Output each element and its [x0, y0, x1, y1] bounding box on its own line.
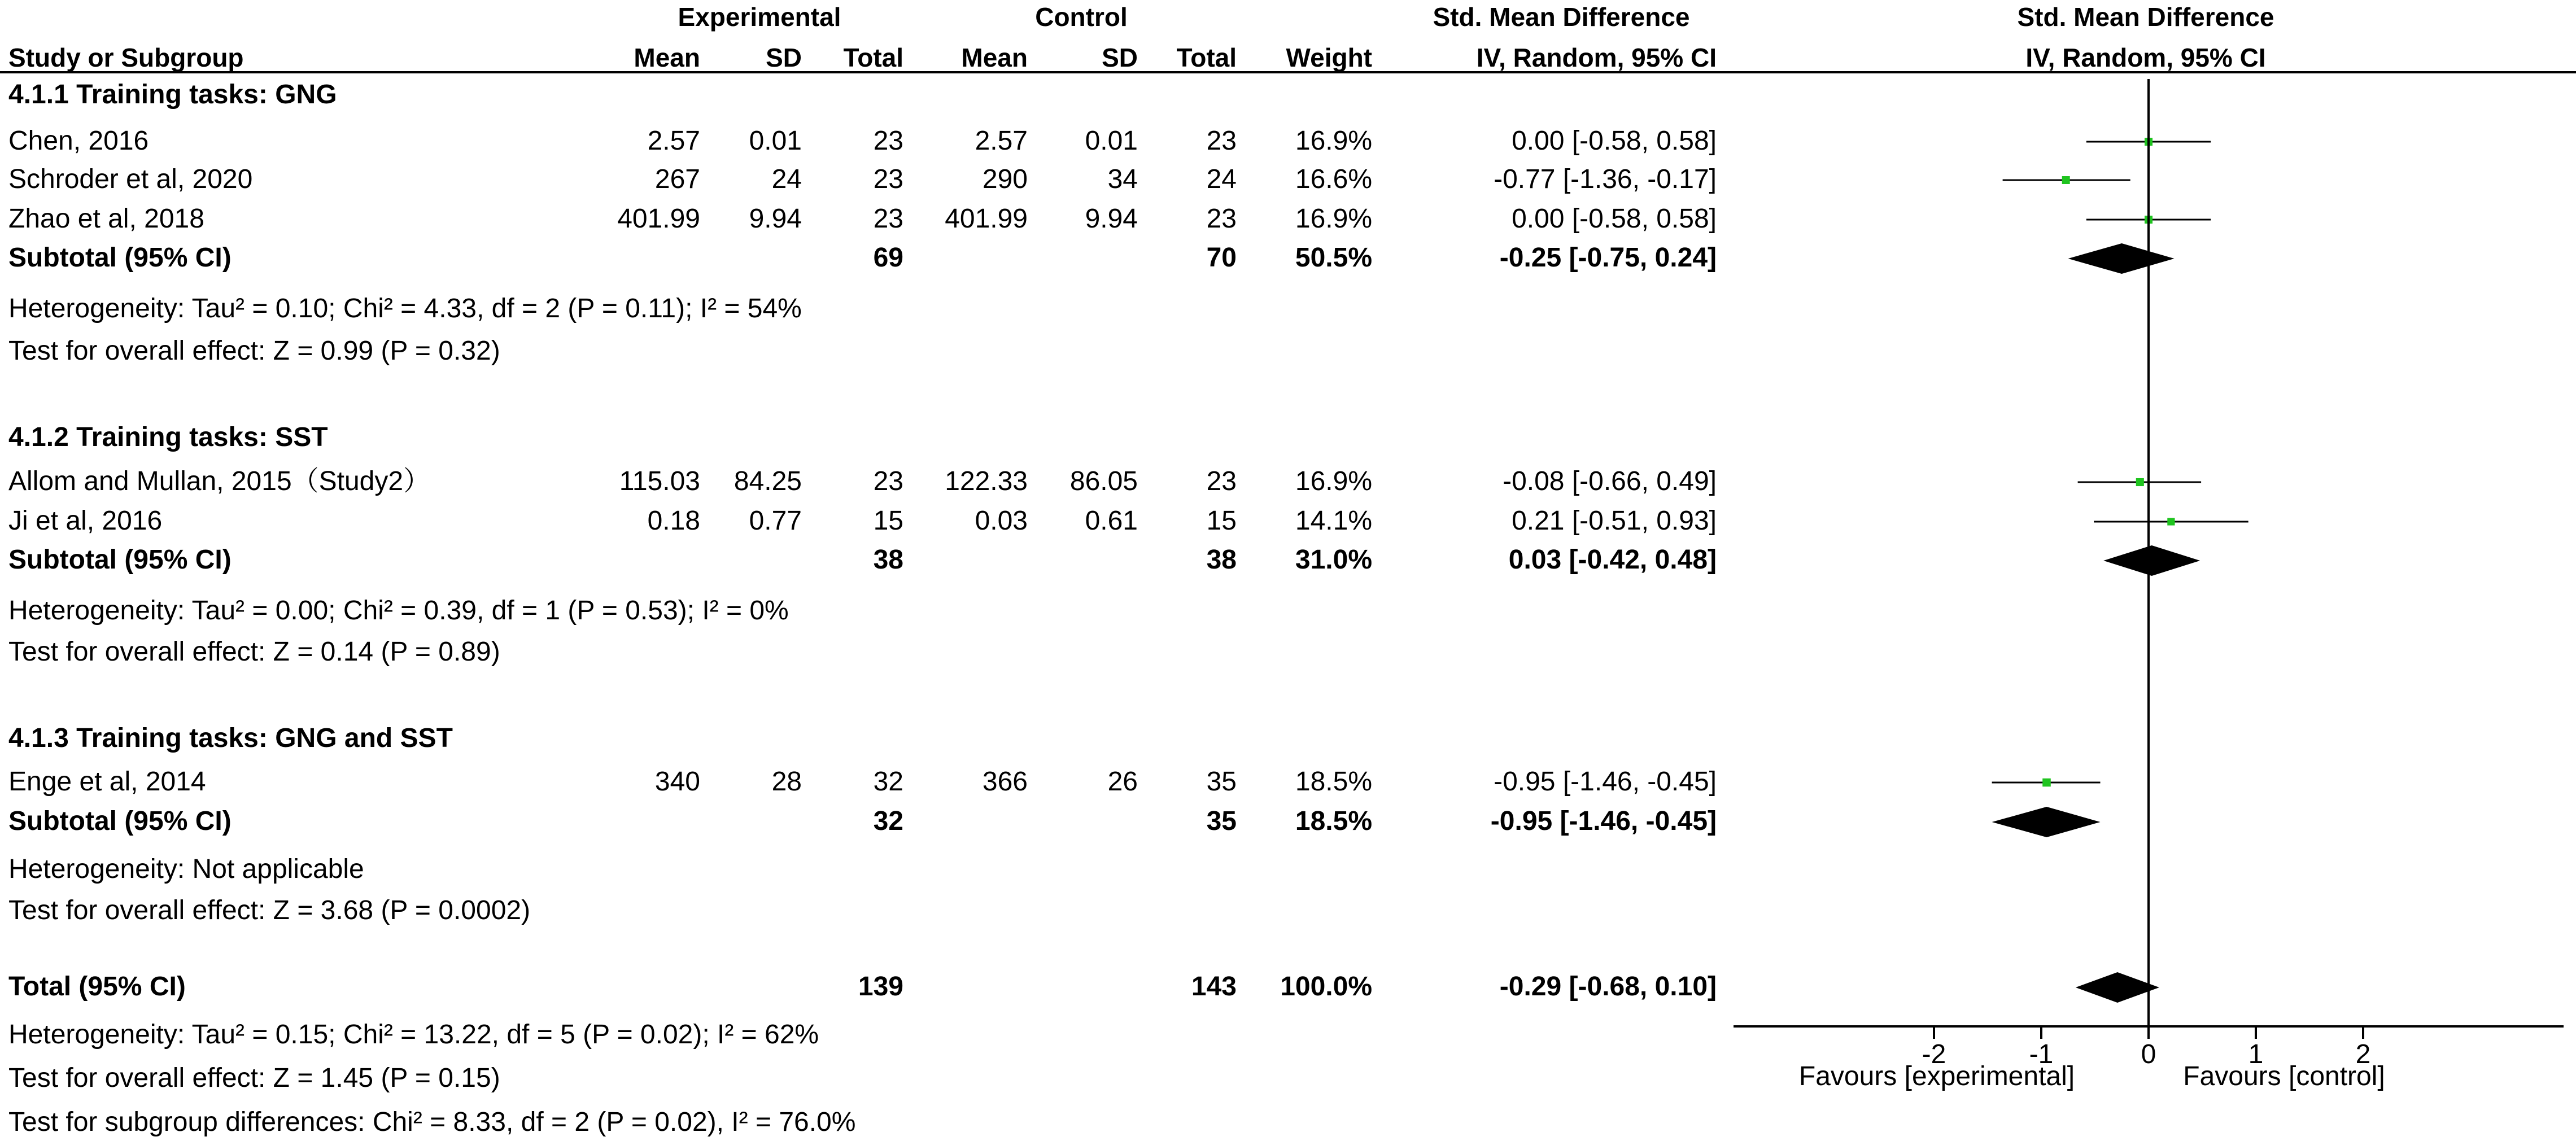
ctl-sd-cell: 9.94 — [1085, 204, 1138, 234]
point-estimate-4 — [2136, 478, 2144, 486]
smd-title-left: Std. Mean Difference — [1433, 2, 1690, 32]
ci-cell: -0.95 [-1.46, -0.45] — [1494, 767, 1717, 797]
subtotal-exp-total: 32 — [873, 806, 903, 836]
group-experimental-label: Experimental — [678, 2, 841, 32]
subtotal-diamond-3 — [1992, 807, 2101, 837]
exp-total-cell: 23 — [873, 126, 903, 156]
exp-total-cell: 15 — [873, 506, 903, 536]
group-control-label: Control — [1035, 2, 1128, 32]
col-exp-mean-header: Mean — [634, 43, 700, 72]
ctl-sd-cell: 0.61 — [1085, 506, 1138, 536]
ci-cell: 0.21 [-0.51, 0.93] — [1512, 506, 1717, 536]
subtotal-weight: 18.5% — [1295, 806, 1372, 836]
total-exp-total: 139 — [858, 972, 903, 1002]
study-name: Zhao et al, 2018 — [8, 204, 204, 234]
x-tick-label: 2 — [2355, 1039, 2371, 1069]
subgroup-title-3: 4.1.3 Training tasks: GNG and SST — [8, 723, 453, 753]
weight-cell: 16.9% — [1295, 126, 1372, 156]
ctl-sd-cell: 26 — [1107, 767, 1138, 797]
overall-effect-text: Test for overall effect: Z = 0.14 (P = 0.89) — [8, 637, 500, 667]
total-ctl-total: 143 — [1191, 972, 1237, 1002]
ci-cell: -0.77 [-1.36, -0.17] — [1494, 164, 1717, 194]
exp-mean-cell: 267 — [654, 164, 700, 194]
ctl-total-cell: 23 — [1206, 126, 1237, 156]
subtotal-diamond-1 — [2068, 243, 2175, 274]
subtotal-diamond-2 — [2103, 545, 2200, 576]
study-name: Allom and Mullan, 2015（Study2） — [8, 466, 431, 496]
ctl-mean-cell: 2.57 — [975, 126, 1028, 156]
table-body — [8, 80, 1717, 1137]
total-label: Total (95% CI) — [8, 972, 186, 1002]
heterogeneity-text: Heterogeneity: Not applicable — [8, 854, 364, 884]
weight-cell: 16.6% — [1295, 164, 1372, 194]
exp-mean-cell: 0.18 — [647, 506, 700, 536]
ctl-sd-cell: 0.01 — [1085, 126, 1138, 156]
exp-total-cell: 23 — [873, 466, 903, 496]
ci-cell: 0.00 [-0.58, 0.58] — [1512, 126, 1717, 156]
subtotal-exp-total: 38 — [873, 545, 903, 575]
x-tick-label: 0 — [2141, 1039, 2156, 1069]
exp-sd-cell: 0.77 — [749, 506, 802, 536]
ctl-sd-cell: 34 — [1107, 164, 1138, 194]
total-weight: 100.0% — [1280, 972, 1372, 1002]
weight-cell: 18.5% — [1295, 767, 1372, 797]
exp-sd-cell: 84.25 — [733, 466, 802, 496]
col-exp-total-header: Total — [843, 43, 903, 72]
col-ctl-sd-header: SD — [1102, 43, 1138, 72]
exp-mean-cell: 2.57 — [647, 126, 700, 156]
subgroup-title-1: 4.1.1 Training tasks: GNG — [8, 80, 337, 110]
subtotal-ci: -0.95 [-1.46, -0.45] — [1490, 806, 1717, 836]
ctl-total-cell: 24 — [1206, 164, 1237, 194]
weight-cell: 14.1% — [1295, 506, 1372, 536]
heterogeneity-text: Heterogeneity: Tau² = 0.10; Chi² = 4.33, df = 2 (P = 0.11); I² = 54% — [8, 294, 802, 323]
table-header — [0, 2, 2576, 72]
x-tick-label: 1 — [2248, 1039, 2264, 1069]
point-estimate-5 — [2167, 518, 2175, 525]
study-name: Ji et al, 2016 — [8, 506, 163, 536]
col-ctl-mean-header: Mean — [961, 43, 1028, 72]
x-tick-label: -2 — [1922, 1039, 1946, 1069]
exp-mean-cell: 340 — [654, 767, 700, 797]
subtotal-ci: -0.25 [-0.75, 0.24] — [1499, 243, 1717, 273]
col-method-right-header: IV, Random, 95% CI — [2025, 43, 2266, 72]
col-ctl-total-header: Total — [1176, 43, 1237, 72]
study-name: Chen, 2016 — [8, 126, 149, 156]
point-estimate-2 — [2062, 176, 2070, 184]
ctl-mean-cell: 0.03 — [975, 506, 1028, 536]
subtotal-label: Subtotal (95% CI) — [8, 243, 232, 273]
exp-sd-cell: 0.01 — [749, 126, 802, 156]
subgroup-title-2: 4.1.2 Training tasks: SST — [8, 422, 328, 452]
ci-cell: 0.00 [-0.58, 0.58] — [1512, 204, 1717, 234]
exp-total-cell: 32 — [873, 767, 903, 797]
exp-total-cell: 23 — [873, 204, 903, 234]
exp-sd-cell: 24 — [771, 164, 802, 194]
subtotal-weight: 31.0% — [1295, 545, 1372, 575]
study-name: Enge et al, 2014 — [8, 767, 206, 797]
point-estimate-6 — [2042, 779, 2051, 787]
footer-line-1: Heterogeneity: Tau² = 0.15; Chi² = 13.22, df = 5 (P = 0.02); I² = 62% — [8, 1020, 819, 1050]
ctl-total-cell: 23 — [1206, 204, 1237, 234]
subtotal-label: Subtotal (95% CI) — [8, 545, 232, 575]
ctl-mean-cell: 122.33 — [945, 466, 1028, 496]
ctl-sd-cell: 86.05 — [1069, 466, 1138, 496]
ctl-mean-cell: 366 — [982, 767, 1028, 797]
subtotal-ci: 0.03 [-0.42, 0.48] — [1508, 545, 1717, 575]
favours-control-label: Favours [control] — [2183, 1061, 2385, 1091]
weight-cell: 16.9% — [1295, 204, 1372, 234]
footer-line-3: Test for subgroup differences: Chi² = 8.33, df = 2 (P = 0.02), I² = 76.0% — [8, 1107, 856, 1137]
exp-sd-cell: 9.94 — [749, 204, 802, 234]
ctl-total-cell: 35 — [1206, 767, 1237, 797]
favours-experimental-label: Favours [experimental] — [1798, 1061, 2075, 1091]
exp-mean-cell: 115.03 — [619, 466, 700, 496]
footer-line-2: Test for overall effect: Z = 1.45 (P = 0.15) — [8, 1063, 500, 1093]
exp-mean-cell: 401.99 — [617, 204, 700, 234]
ctl-mean-cell: 401.99 — [945, 204, 1028, 234]
plot-area — [1734, 79, 2564, 1091]
subtotal-label: Subtotal (95% CI) — [8, 806, 232, 836]
col-weight-header: Weight — [1286, 43, 1372, 72]
col-study-header: Study or Subgroup — [8, 43, 244, 72]
weight-cell: 16.9% — [1295, 466, 1372, 496]
overall-effect-text: Test for overall effect: Z = 3.68 (P = 0.0002) — [8, 895, 531, 925]
x-tick-label: -1 — [2029, 1039, 2054, 1069]
exp-total-cell: 23 — [873, 164, 903, 194]
total-ci: -0.29 [-0.68, 0.10] — [1499, 972, 1717, 1002]
study-name: Schroder et al, 2020 — [8, 164, 253, 194]
smd-title-right: Std. Mean Difference — [2017, 2, 2274, 32]
col-method-left-header: IV, Random, 95% CI — [1476, 43, 1717, 72]
overall-effect-text: Test for overall effect: Z = 0.99 (P = 0.32) — [8, 336, 500, 366]
col-exp-sd-header: SD — [766, 43, 802, 72]
subtotal-ctl-total: 70 — [1206, 243, 1237, 273]
ctl-total-cell: 15 — [1206, 506, 1237, 536]
subtotal-ctl-total: 38 — [1206, 545, 1237, 575]
exp-sd-cell: 28 — [771, 767, 802, 797]
heterogeneity-text: Heterogeneity: Tau² = 0.00; Chi² = 0.39, df = 1 (P = 0.53); I² = 0% — [8, 596, 789, 626]
subtotal-weight: 50.5% — [1295, 243, 1372, 273]
ci-cell: -0.08 [-0.66, 0.49] — [1503, 466, 1717, 496]
subtotal-exp-total: 69 — [873, 243, 903, 273]
ctl-mean-cell: 290 — [982, 164, 1028, 194]
total-diamond — [2076, 972, 2159, 1003]
ctl-total-cell: 23 — [1206, 466, 1237, 496]
subtotal-ctl-total: 35 — [1206, 806, 1237, 836]
